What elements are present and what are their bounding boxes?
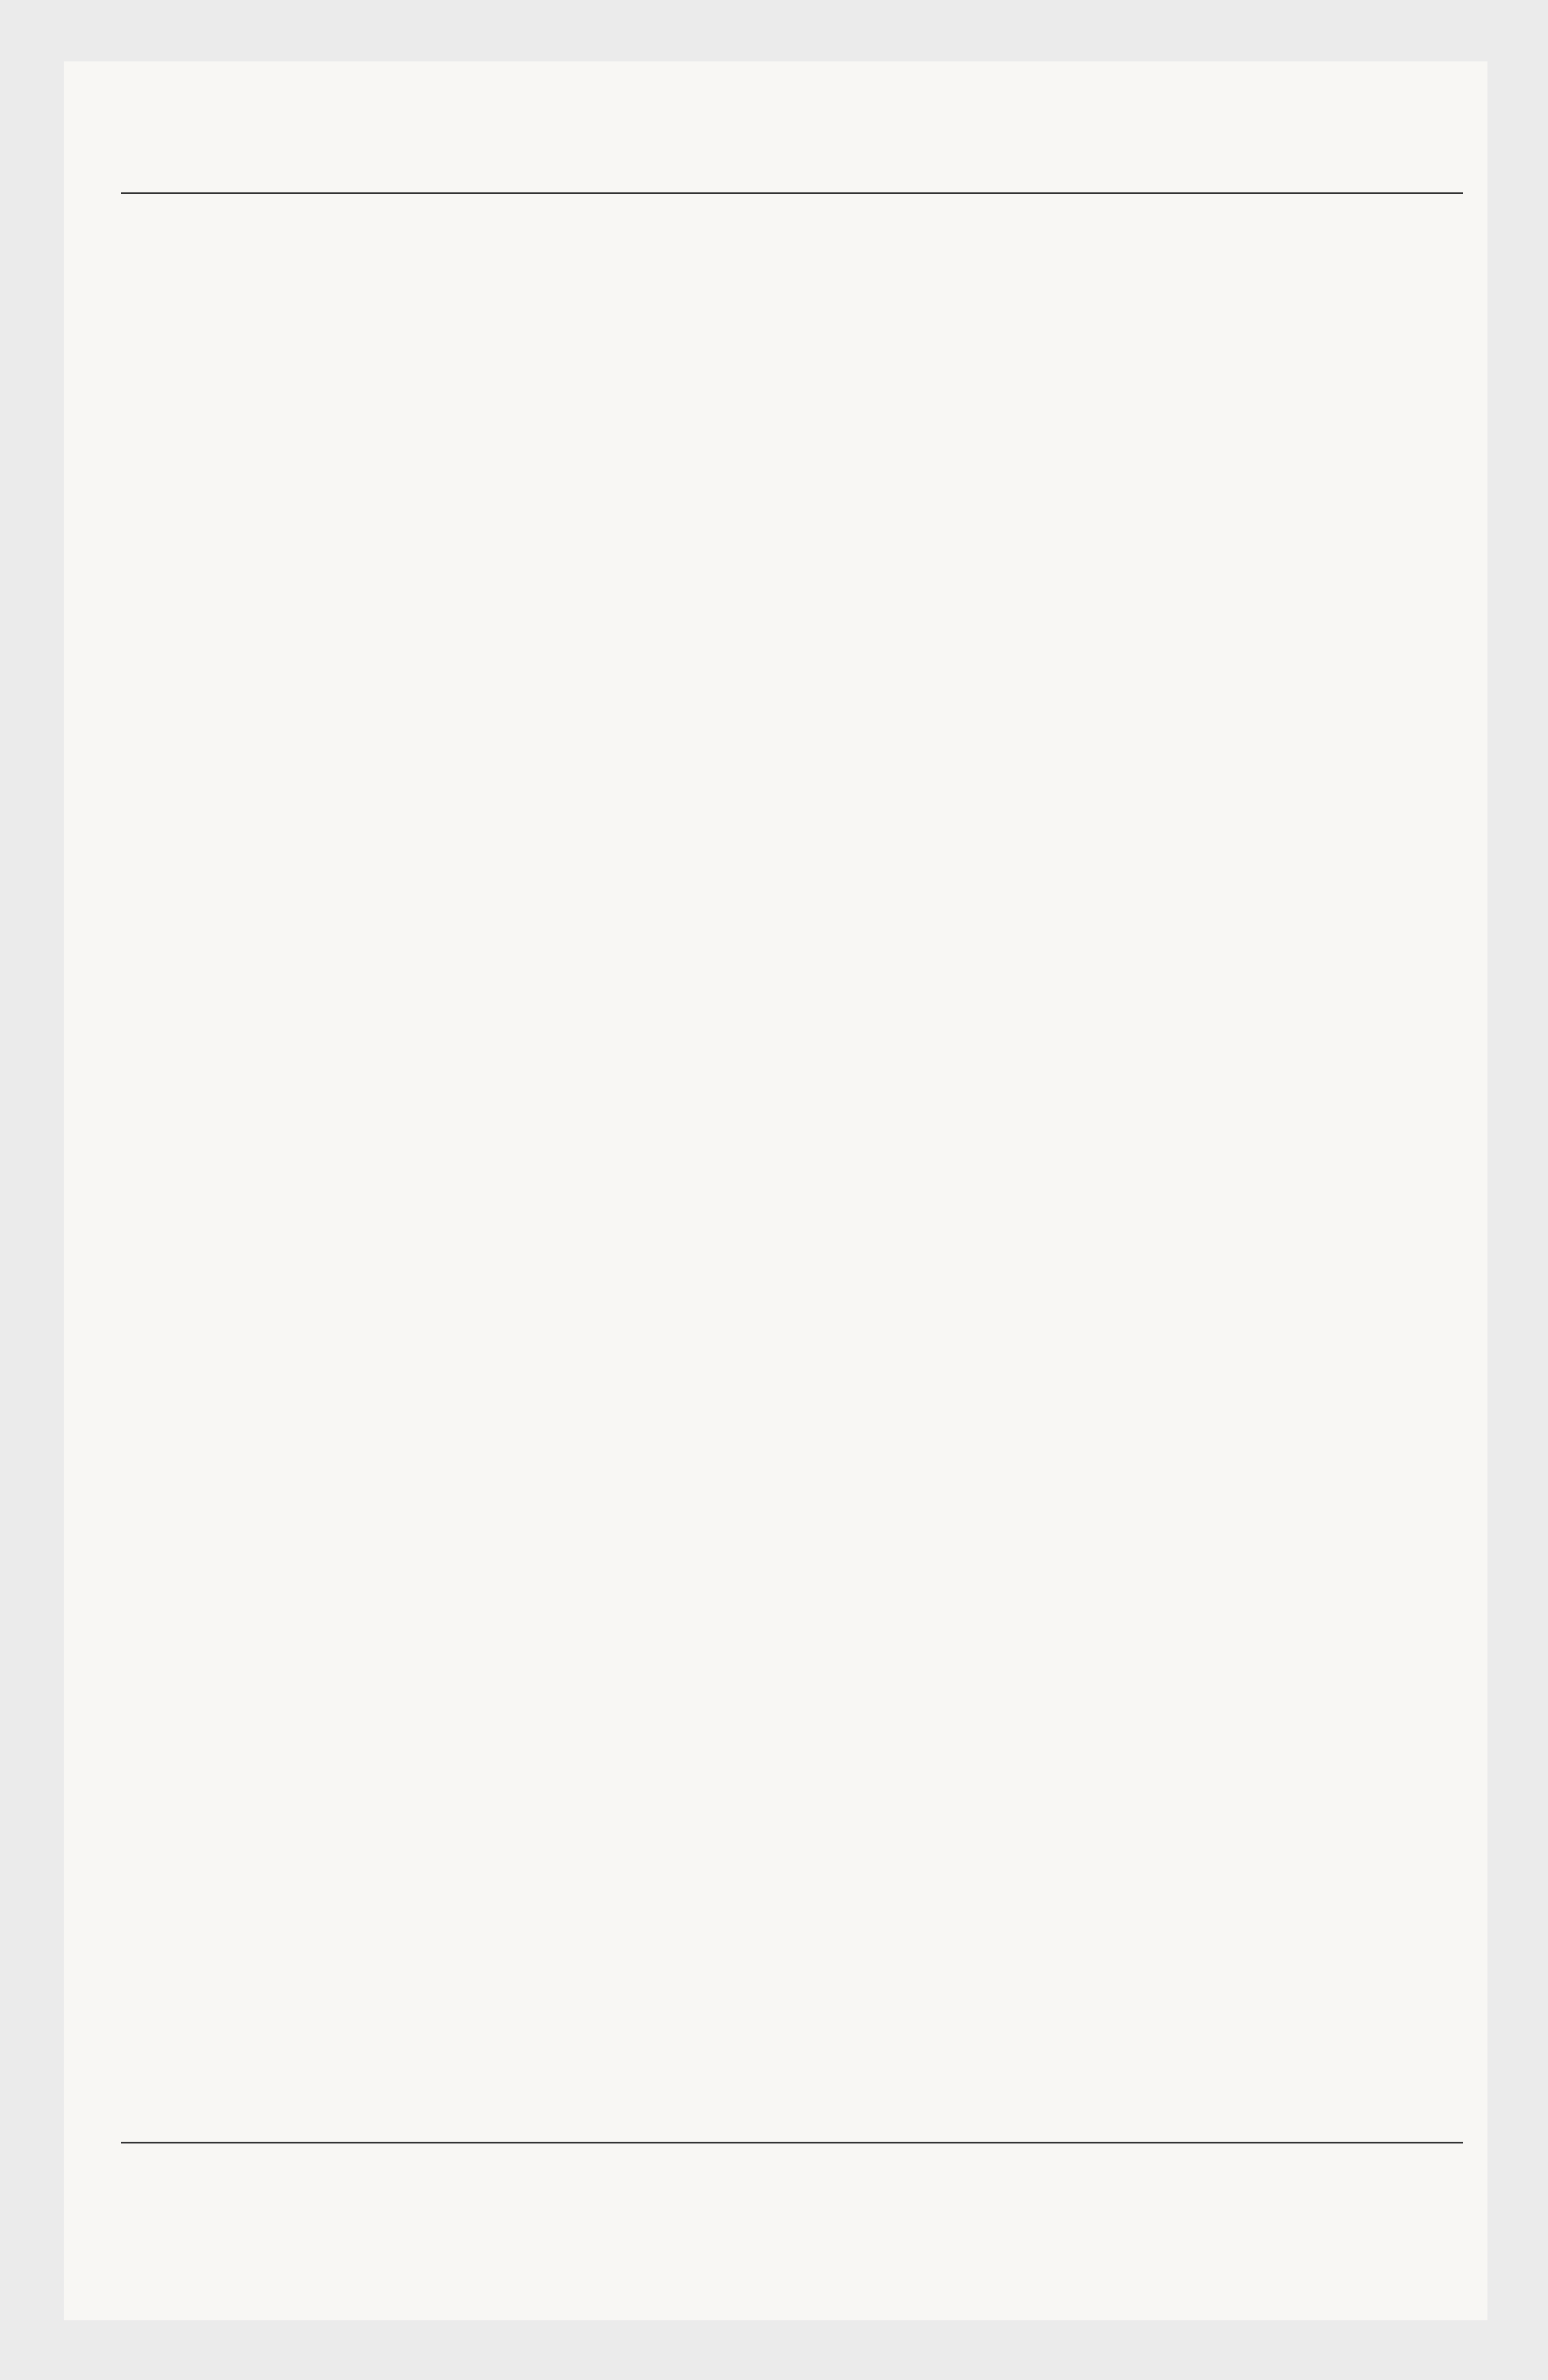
volume-footer bbox=[121, 2142, 1463, 2242]
page-header bbox=[121, 151, 1463, 194]
page bbox=[64, 61, 1487, 2320]
left-column bbox=[121, 240, 759, 268]
